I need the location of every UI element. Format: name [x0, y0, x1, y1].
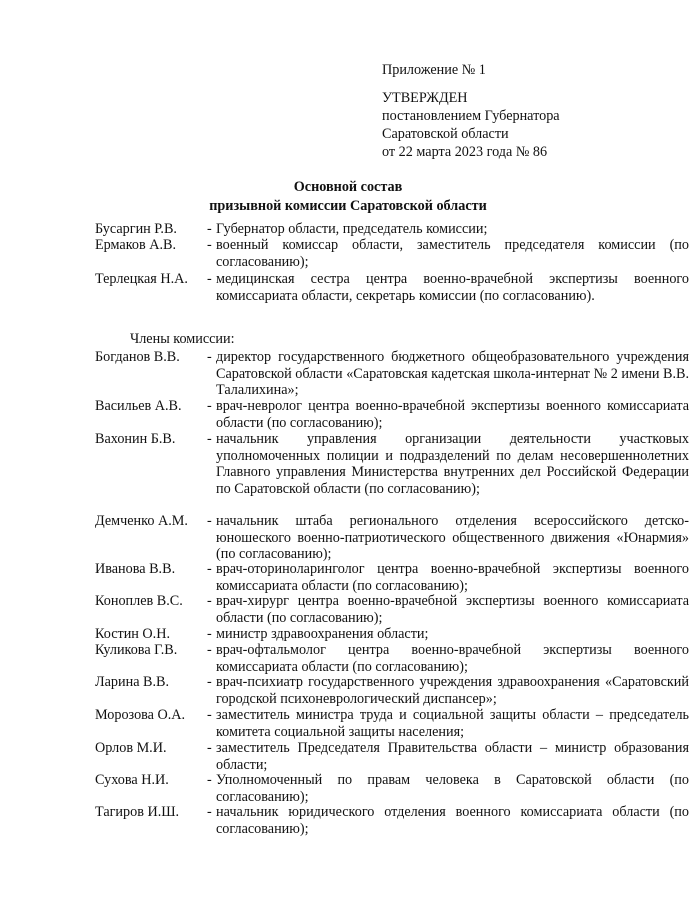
dash: - [207, 740, 212, 756]
member-name: Иванова В.В. [95, 561, 176, 577]
member-name: Васильев А.В. [95, 398, 182, 414]
title-line-1: Основной состав [293, 179, 403, 195]
dash: - [207, 593, 212, 609]
member-name: Богданов В.В. [95, 349, 180, 365]
member-name: Терлецкая Н.А. [95, 271, 188, 287]
approval-date: от 22 марта 2023 года № 86 [382, 144, 548, 160]
member-role: медицинская сестра центра военно-врачебной экспертизы военного комиссариата области, секретарь комиссии (по согласованию). [216, 271, 689, 304]
dash: - [207, 349, 212, 365]
member-name: Демченко А.М. [95, 513, 188, 529]
member-name: Тагиров И.Ш. [95, 804, 180, 820]
member-name: Сухова Н.И. [95, 772, 169, 788]
dash: - [207, 674, 212, 690]
member-role: Губернатор области, председатель комиссии; [216, 221, 488, 237]
dash: - [207, 642, 212, 658]
member-role: министр здравоохранения области; [216, 626, 429, 642]
member-role: начальник управления организации деятельности участковых уполномоченных полиции и подразделений по делам несовершеннолетних Главного управления Министерства внутренних дел Российской Федерации по Саратовской области (по согласованию); [216, 431, 689, 497]
dash: - [207, 561, 212, 577]
appendix-number: Приложение № 1 [382, 62, 486, 78]
member-name: Орлов М.И. [95, 740, 167, 756]
member-role: врач-невролог центра военно-врачебной экспертизы военного комиссариата области (по согласованию); [216, 398, 689, 431]
member-role: начальник штаба регионального отделения всероссийского детско-юношеского военно-патриотического общественного движения «Юнармия» (по согласованию); [216, 513, 689, 563]
member-role: военный комиссар области, заместитель председателя комиссии (по согласованию); [216, 237, 689, 270]
dash: - [207, 626, 212, 642]
document-title [60, 178, 636, 216]
appendix-header [382, 61, 622, 161]
approval-line-2: Саратовской области [382, 126, 509, 142]
member-role: заместитель министра труда и социальной защиты области – председатель комитета социальной защиты населения; [216, 707, 689, 740]
member-role: заместитель Председателя Правительства области – министр образования области; [216, 740, 689, 773]
member-role: врач-оториноларинголог центра военно-врачебной экспертизы военного комиссариата области (по согласованию); [216, 561, 689, 594]
member-name: Вахонин Б.В. [95, 431, 176, 447]
member-name: Морозова О.А. [95, 707, 186, 723]
member-role: директор государственного бюджетного общеобразовательного учреждения Саратовской области «Саратовская кадетская школа-интернат № 2 имени В.В. Талалихина»; [216, 349, 689, 399]
member-name: Коноплев В.С. [95, 593, 183, 609]
member-role: врач-хирург центра военно-врачебной экспертизы военного комиссариата области (по согласованию); [216, 593, 689, 626]
dash: - [207, 398, 212, 414]
title-line-2: призывной комиссии Саратовской области [209, 198, 487, 214]
member-name: Куликова Г.В. [95, 642, 178, 658]
dash: - [207, 237, 212, 253]
approved-label: УТВЕРЖДЕН [382, 90, 468, 106]
member-name: Бусаргин Р.В. [95, 221, 177, 237]
dash: - [207, 221, 212, 237]
member-name: Костин О.Н. [95, 626, 171, 642]
member-name: Ларина В.В. [95, 674, 170, 690]
member-role: врач-офтальмолог центра военно-врачебной экспертизы военного комиссариата области (по согласованию); [216, 642, 689, 675]
members-label: Члены комиссии: [130, 331, 235, 347]
member-role: врач-психиатр государственного учреждения здравоохранения «Саратовский городской психоневрологический диспансер»; [216, 674, 689, 707]
approval-line-1: постановлением Губернатора [382, 108, 560, 124]
dash: - [207, 772, 212, 788]
member-name: Ермаков А.В. [95, 237, 177, 253]
dash: - [207, 804, 212, 820]
member-role: Уполномоченный по правам человека в Саратовской области (по согласованию); [216, 772, 689, 805]
member-role: начальник юридического отделения военного комиссариата области (по согласованию); [216, 804, 689, 837]
dash: - [207, 431, 212, 447]
dash: - [207, 513, 212, 529]
dash: - [207, 707, 212, 723]
dash: - [207, 271, 212, 287]
